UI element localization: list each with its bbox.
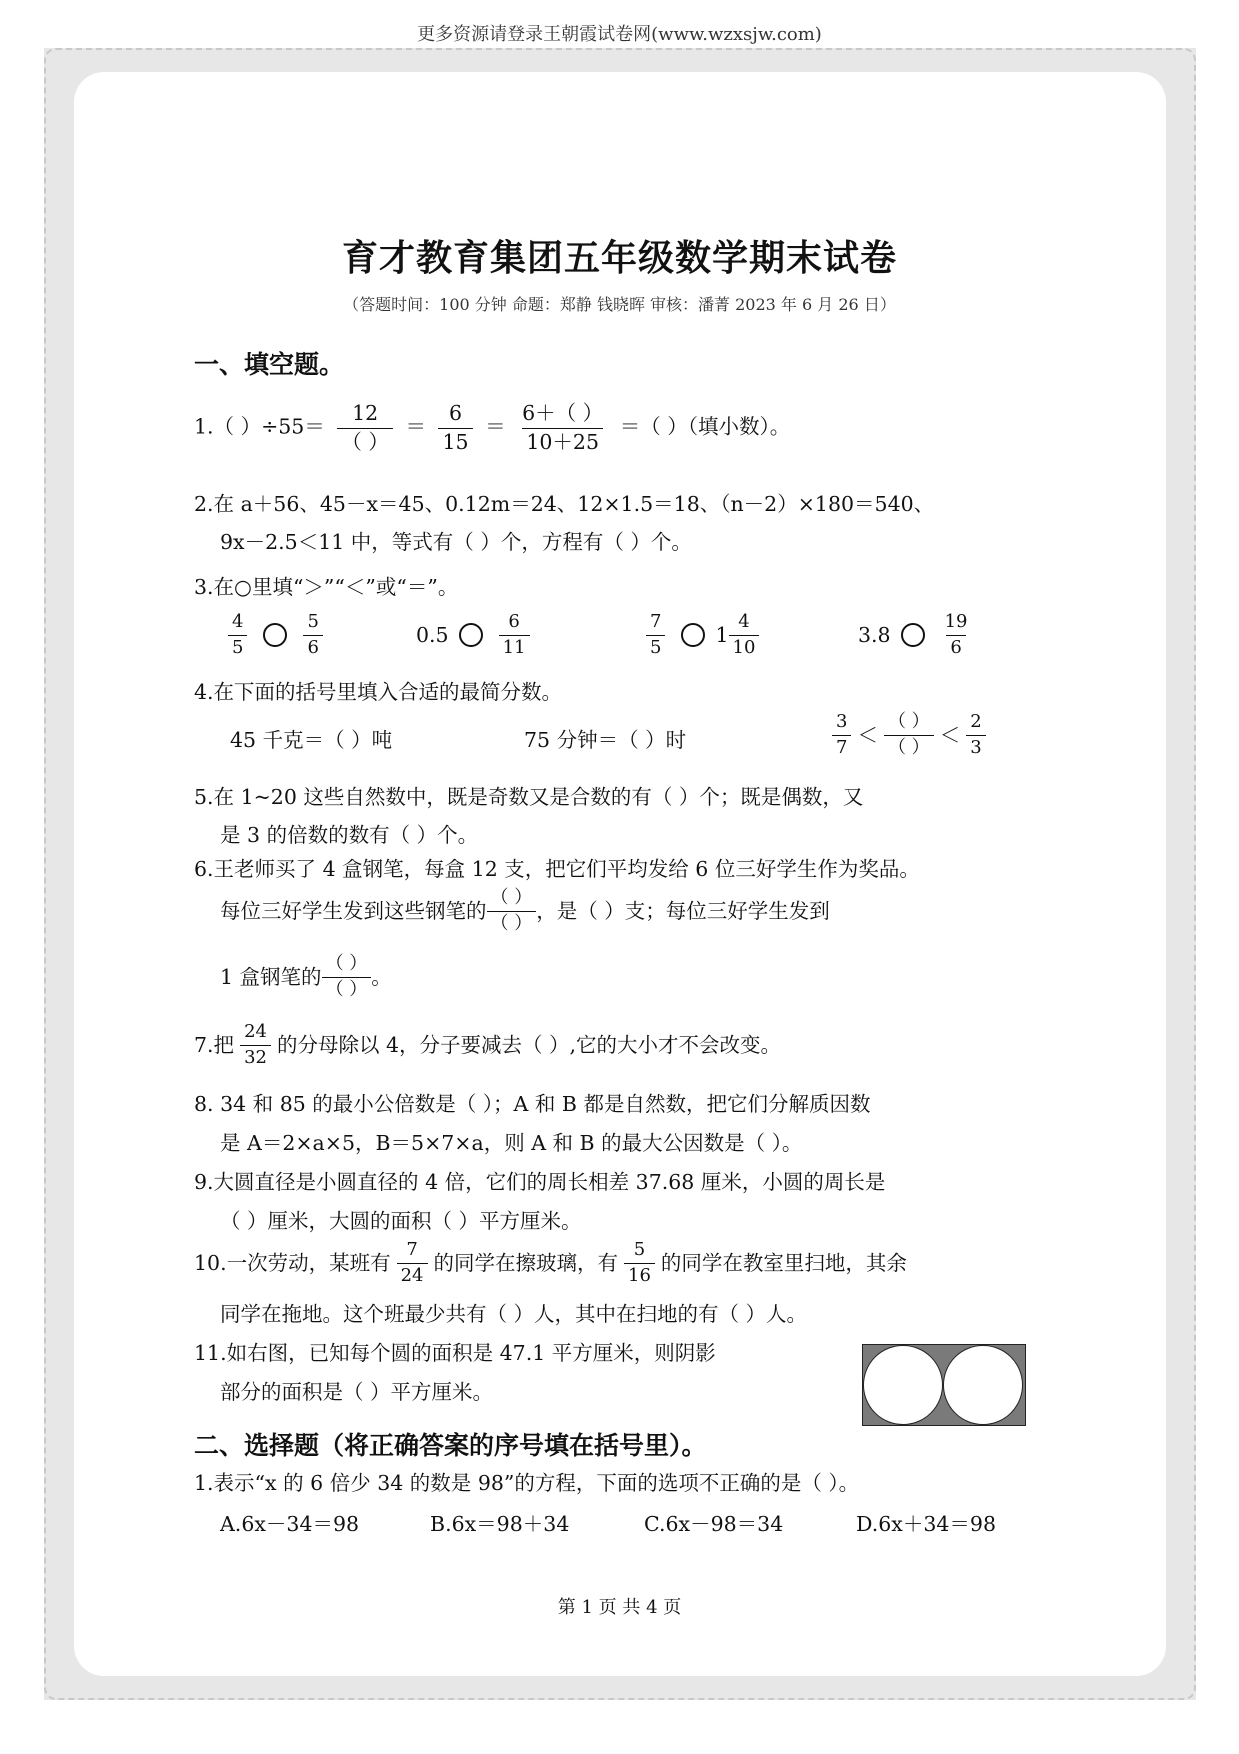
question-10-line-1: 10.一次劳动，某班有 $\frac{7}{24}$ 的同学在擦玻璃，有 $\frac{5}{16}$ 的同学在教室里扫地，其余	[194, 1239, 907, 1286]
question-10-line-2: 同学在拖地。这个班最少共有（ ）人，其中在扫地的有（ ）人。	[220, 1302, 808, 1326]
question-8-line-1: 8. 34 和 85 的最小公倍数是（ ）；A 和 B 都是自然数，把它们分解质因数	[194, 1092, 871, 1116]
question-9-line-2: （ ）厘米，大圆的面积（ ）平方厘米。	[220, 1209, 582, 1233]
fraction: $\frac{6+( )}{10+25}$	[522, 401, 604, 454]
compare-item-4: 3.8 $\frac{19}{6}$	[858, 611, 968, 658]
question-4-part-1: 45 千克＝（ ）吨	[230, 728, 393, 752]
question-6-line-2: 每位三好学生发到这些钢笔的 $\frac{( )}{( )}$ ，是（ ）支；每位三好学生发到	[220, 887, 830, 934]
circles-figure	[862, 1344, 1026, 1426]
compare-circle	[459, 623, 483, 647]
choice-option-d: D.6x＋34＝98	[856, 1512, 996, 1536]
question-6-line-3: 1 盒钢笔的 $\frac{( )}{( )}$ 。	[220, 953, 392, 1000]
circle-left	[863, 1345, 943, 1425]
question-5-line-1: 5.在 1~20 这些自然数中，既是奇数又是合数的有（ ）个；既是偶数，又	[194, 785, 864, 809]
circle-right	[943, 1345, 1023, 1425]
question-5-line-2: 是 3 的倍数的数有（ ）个。	[220, 823, 479, 847]
choice-option-c: C.6x－98＝34	[644, 1512, 784, 1536]
choice-option-a: A.6x－34＝98	[220, 1512, 360, 1536]
header-note: 更多资源请登录王朝霞试卷网(www.wzxsjw.com)	[417, 24, 822, 45]
question-8-line-2: 是 A＝2×a×5，B＝5×7×a，则 A 和 B 的最大公因数是（ ）。	[220, 1131, 803, 1155]
compare-item-2: 0.5 $\frac{6}{11}$	[416, 612, 536, 658]
question-3: 3.在○里填“＞”“＜”或“＝”。	[194, 575, 459, 599]
question-9-line-1: 9.大圆直径是小圆直径的 4 倍，它们的周长相差 37.68 厘米，小圆的周长是	[194, 1170, 886, 1194]
page-title: 育才教育集团五年级数学期末试卷	[341, 238, 897, 279]
page-footer: 第 1 页 共 4 页	[557, 1597, 682, 1618]
page-subtitle: （答题时间：100 分钟 命题：郑静 钱晓晖 审核：潘菁 2023 年 6 月 26 日）	[343, 295, 896, 314]
fraction: $\frac{12}{( )}$	[337, 402, 393, 454]
question-11-line-1: 11.如右图，已知每个圆的面积是 47.1 平方厘米，则阴影	[194, 1341, 716, 1365]
choice-option-b: B.6x＝98＋34	[430, 1512, 570, 1536]
compare-item-1: $\frac{4}{5}$ $\frac{5}{6}$	[222, 612, 329, 658]
section-choice-heading: 二、选择题（将正确答案的序号填在括号里）。	[194, 1431, 707, 1460]
compare-circle	[263, 623, 287, 647]
compare-circle	[901, 623, 925, 647]
fraction: $\frac{6}{15}$	[438, 402, 472, 454]
question-2-line-1: 2.在 a＋56、45－x＝45、0.12m＝24、12×1.5＝18、（n－2）×180＝540、	[194, 492, 935, 516]
question-1: 1.（ ）÷55＝ $\frac{12}{( )}$ ＝ $\frac{6}{15}$ ＝ $\frac{6+( )}{10+25}$ ＝（ ）（填小数）。	[194, 401, 791, 454]
compare-circle	[681, 623, 705, 647]
question-2-line-2: 9x－2.5＜11 中，等式有（ ）个，方程有（ ）个。	[220, 530, 692, 554]
choice-question-1: 1.表示“x 的 6 倍少 34 的数是 98”的方程，下面的选项不正确的是（ ）。	[194, 1471, 860, 1495]
question-6-line-1: 6.王老师买了 4 盒钢笔，每盒 12 支，把它们平均发给 6 位三好学生作为奖品。	[194, 857, 920, 881]
question-7: 7.把 $\frac{24}{32}$ 的分母除以 4，分子要减去（ ）,它的大小才不会改变。	[194, 1021, 782, 1068]
question-4-part-2: 75 分钟＝（ ）时	[524, 728, 687, 752]
question-11-line-2: 部分的面积是（ ）平方厘米。	[220, 1380, 494, 1404]
section-fill-blank-heading: 一、填空题。	[194, 350, 345, 379]
question-4: 4.在下面的括号里填入合适的最简分数。	[194, 680, 563, 704]
compare-item-3: $\frac{7}{5}$ 1 $\frac{4}{10}$	[640, 612, 765, 658]
question-4-part-3: $\frac{3}{7}$ ＜ $\frac{( )}{( )}$ ＜ $\frac{2}{3}$	[826, 712, 992, 758]
